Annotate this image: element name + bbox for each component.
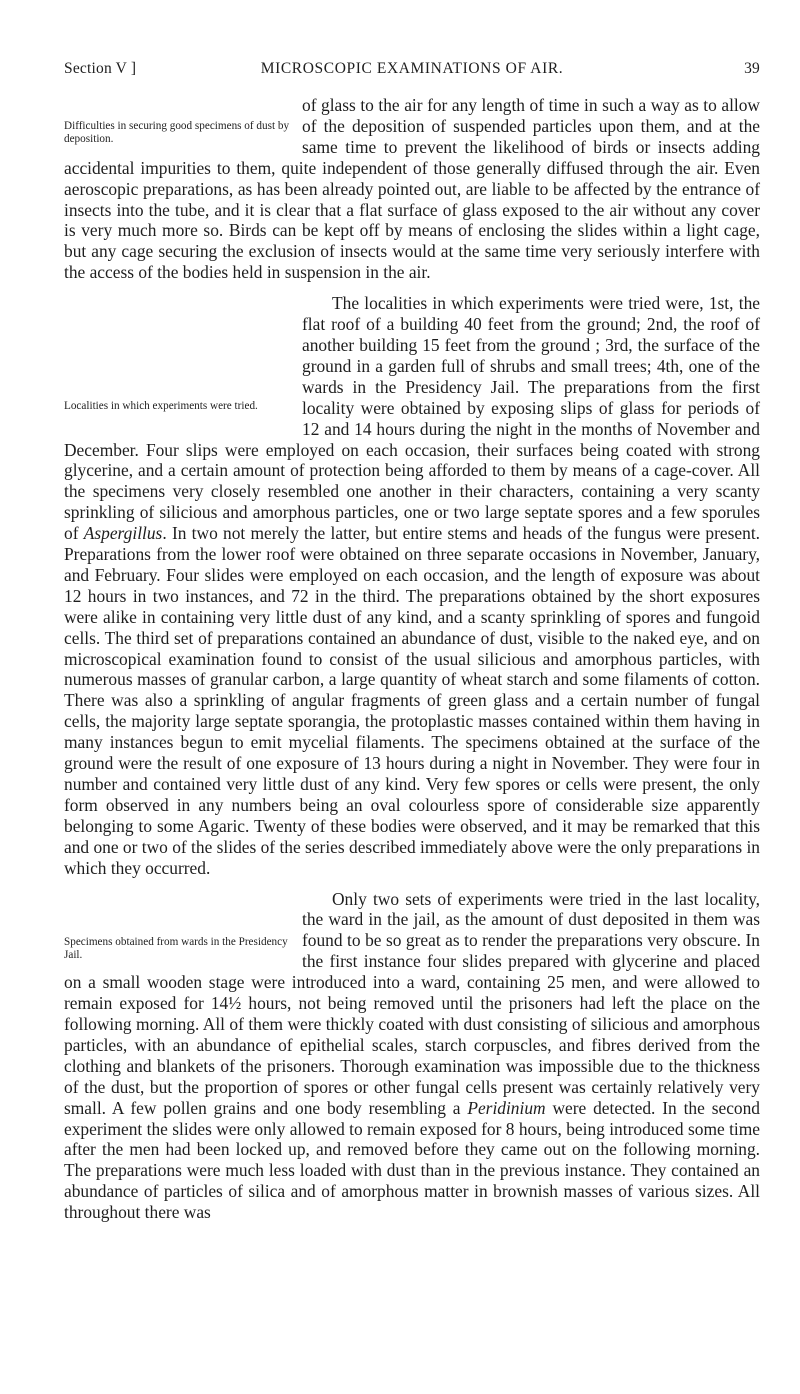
paragraph-3 — [64, 889, 760, 1224]
sidenote-jail: Specimens obtained from wards in the Presidency Jail. — [64, 935, 288, 961]
paragraph-3-text-b: were detected. In the second experiment the slides were only allowed to remain exposed for 8 hours, being introduced some time after the men had been locked up, and removed before they came out on the following morning. The preparations were much less loaded with dust than in the previous instance. They contained an abundance of particles of silica and of amorphous matter in brownish masses of various sizes. All throughout there was — [64, 1097, 761, 1223]
paragraph-2-text-b: . In two not merely the latter, but entire stems and heads of the fungus were present. Preparations from the lower roof were obtained on three separate occasions in November, January, and February. Four slides were employed on each occasion, and the length of exposure was about 12 hours in two instances, and 72 in the third. The preparations obtained by the short exposures were alike in containing very little dust of any kind, and a scanty sprinkling of spores and fungoid cells. The third set of preparations contained an abundance of dust, visible to the naked eye, and on microscopical examination found to consist of the usual silicious and amorphous particles, with numerous masses of granular carbon, a large quantity of wheat starch and some filaments of cotton. There was also a sprinkling of angular fragments of green glass and a certain number of fungal cells, the majority large septate sporangia, the protoplastic masses contained within them having in many instances begun to emit mycelial filaments. The specimens obtained at the surface of the ground were the result of one exposure of 13 hours during a night in November. They were four in number and contained very little dust of any kind. Very few spores or cells were present, the only form observed in any numbers being an oval colourless spore of considerable size apparently belonging to some Agaric. Twenty of these bodies were observed, and it may be remarked that this and one or two of the slides of the series described immediately above were the only preparations in which they occurred. — [64, 523, 760, 878]
running-head — [64, 60, 760, 84]
paragraph-2 — [64, 293, 760, 878]
paragraph-3-text-a: Only two sets of experiments were tried in the last locality, the ward in the jail, as the amount of dust deposited in them was found to be so great as to render the preparations very obscure. In the first instance four slides prepared with glycerine and placed on a small wooden stage were introduced into a ward, containing 25 men, and were allowed to remain exposed for 14½ hours, not being removed until the prisoners had left the place on the following morning. All of them were thickly coated with dust consisting of silicious and amorphous particles, with an abundance of epithelial scales, starch corpuscles, and fibres derived from the clothing and blankets of the prisoners. Thorough examination was impossible due to the thickness of the dust, but the proportion of spores or other fungal cells present was certainly relatively very small. A few pollen grains and one body resembling a — [64, 888, 760, 1118]
paragraph-1-text: of glass to the air for any length of time in such a way as to allow of the deposition of suspended particles upon them, and at the same time to prevent the likelihood of birds or insects adding accidental impurities to them, quite independent of those generally diffused through the air. Even aeroscopic preparations, as has been already pointed out, are liable to be affected by the entrance of insects into the tube, and it is clear that a flat surface of glass exposed to the air without any cover is very much more so. Birds can be kept off by means of enclosing the slides within a light cage, but any cage securing the exclusion of insects would at the same time very seriously interfere with the access of the bodies held in suspension in the air. — [64, 95, 760, 283]
sidenote-difficulties: Difficulties in securing good specimens of dust by deposition. — [64, 120, 290, 145]
running-title: MICROSCOPIC EXAMINATIONS OF AIR. — [260, 60, 564, 77]
paragraph-2-italic: Aspergillus — [83, 523, 163, 544]
page-number: 39 — [744, 60, 760, 77]
paragraph-1 — [64, 95, 760, 283]
paragraph-2-text-a: The localities in which experiments were tried were, 1st, the flat roof of a building 40 feet from the ground; 2nd, the roof of another building 15 feet from the ground ; 3rd, the surface of the ground in a garden full of shrubs and small trees; 4th, one of the wards in the Presidency Jail. The preparations from the first locality were obtained by exposing slips of glass for periods of 12 and 14 hours during the night in the months of November and December. Four slips were employed on each occasion, their surfaces being coated with strong glycerine, and a certain amount of protection being afforded to them by means of a cage-cover. All the specimens very closely resembled one another in their characters, containing a very scanty sprinkling of silicious and amorphous particles, one or two large septate spores and a few sporules of — [64, 293, 760, 544]
body-text — [64, 95, 760, 1233]
paragraph-3-italic: Peridinium — [467, 1097, 546, 1118]
section-label: Section V ] — [64, 60, 137, 77]
sidenote-localities: Localities in which experiments were tried. — [64, 400, 258, 413]
